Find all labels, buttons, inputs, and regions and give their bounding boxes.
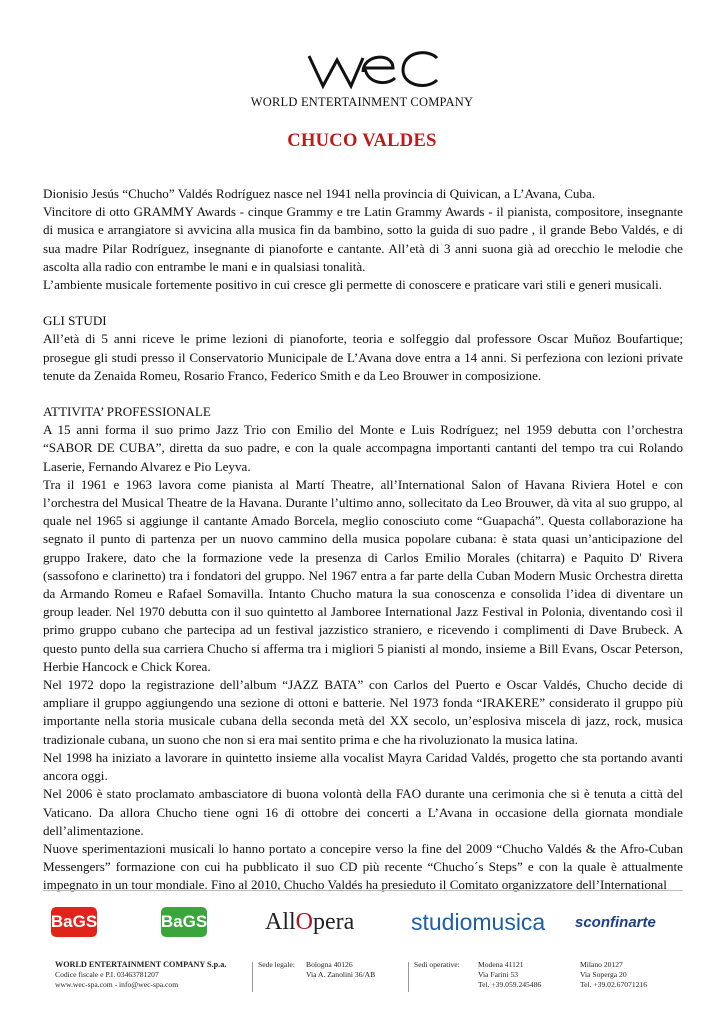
footer-separator xyxy=(408,962,409,992)
footer-modena-address: Modena 41121 Via Farini 53 Tel. +39.059.245486 xyxy=(478,960,542,989)
studiomusica-logo: studiomusica xyxy=(411,908,546,935)
footer-sede-address: Bologna 40126 Via A. Zanolini 36/AB xyxy=(306,960,376,979)
footer-company-block xyxy=(55,960,226,990)
sconfinarte-logo: sconfinarte xyxy=(575,913,656,931)
footer-web: www.wec-spa.com - info@wec-spa.com xyxy=(55,980,179,989)
footer-sede-label: Sede legale: xyxy=(258,960,295,969)
document-body xyxy=(43,185,683,895)
attivita-paragraph: Tra il 1961 e 1963 lavora come pianista al Martí Theatre, all’International Salon of Havana Riviera Hotel e con l’orchestra del Musical Theatre de la Havana. Durante l’ultimo anno, sollecitato da Leo Brouwer, dà vita al suo gruppo, al quale nel 1965 si aggiunge il cantante Amado Borcela, meglio conosciuto come “Guapachá”. Questa collaborazione ha segnato il punto di partenza per un nuovo cammino della musica popolare cubana: è stata quasi un’anticipazione del gruppo Irakere, dato che la formazione vede la presenza di Carlos Emilio Morales (chitarra) e Paquito D' Rivera (sassofono e clarinetto) tra i fondatori del gruppo. Nel 1967 entra a far parte della Cuban Modern Music Orchestra diretta da Armando Romeu e Rafael Somavilla. Intanto Chucho matura la sua conoscenza e consolida l’idea di diventare un group leader. Nel 1970 debutta con il suo quintetto al Jamboree International Jazz Festival in Polonia, diventando così il primo gruppo cubano che partecipa ad un festival jazzistico straniero, e ricevendo i complimenti di Dave Brubeck. A questo punto della sua carriera Chucho si afferma tra i migliori 5 pianisti al mondo, insieme a Bill Evans, Oscar Peterson, Herbie Hancock e Chick Korea. xyxy=(43,476,683,674)
attivita-paragraph: Nel 1998 ha iniziato a lavorare in quintetto insieme alla vocalist Mayra Caridad Valdés, progetto che sta portando avanti ancora oggi. xyxy=(43,749,683,784)
bags-green-badge: BaGS xyxy=(161,907,207,937)
bags-logo xyxy=(51,900,97,944)
intro-paragraph: Dionisio Jesús “Chucho” Valdés Rodríguez nasce nel 1941 nella provincia di Quivican, a L’Avana, Cuba. xyxy=(43,186,596,201)
section-heading-studi: GLI STUDI xyxy=(43,313,107,329)
bags-red-badge: BaGS xyxy=(51,907,97,937)
wec-logo xyxy=(305,34,440,94)
studi-paragraph: All’età di 5 anni riceve le prime lezioni di pianoforte, teoria e solfeggio dal professore Oscar Muñoz Boufartique; prosegue gli studi presso il Conservatorio Municipale de L’Avana dove entra a 14 anni. Si perfeziona con lezioni private tenute da Zenaida Romeu, Rosario Franco, Federico Smith e da Leo Brouwer in composizione. xyxy=(43,331,683,383)
attivita-paragraph: Nuove sperimentazioni musicali lo hanno portato a concepire verso la fine del 2009 “Chucho Valdés & the Afro-Cuban Messengers” formazione con cui ha pubblicato il suo CD più recente “Chucho´s Steps” e con la quale è attualmente impegnato in un tour mondiale. Fino al 2010, Chucho Valdés ha presieduto il Comitato organizzatore dell’International xyxy=(43,840,683,893)
attivita-paragraph: Nel 2006 è stato proclamato ambasciatore di buona volontà della FAO durante una cerimonia che si è tenuta a città del Vaticano. Da allora Chucho tiene ogni 16 di ottobre dei concerti a L’Avana in occasione della giornata mondiale dell’alimentazione. xyxy=(43,786,683,838)
sponsor-logos xyxy=(43,900,683,944)
attivita-paragraph: A 15 anni forma il suo primo Jazz Trio con Emilio del Monte e Luis Rodríguez; nel 1959 debutta con l’orchestra “SABOR DE CUBA”, diretta da suo padre, e con la quale accompagna importanti cantanti del tempo tra cui Rolando Laserie, Fernando Alvarez e Pio Leyva. xyxy=(43,422,683,474)
company-name: WORLD ENTERTAINMENT COMPANY xyxy=(250,95,474,109)
footer-milano-address: Milano 20127 Via Soperga 20 Tel. +39.02.67071216 xyxy=(580,960,648,989)
footer-op-label: Sedi operative: xyxy=(414,960,460,969)
intro-paragraph: L’ambiente musicale fortemente positivo in cui cresce gli permette di conoscere e praticare vari stili e generi musicali. xyxy=(43,277,663,293)
footer-company: WORLD ENTERTAINMENT COMPANY S.p.a. xyxy=(55,960,227,969)
attivita-paragraph: Nel 1972 dopo la registrazione dell’album “JAZZ BATA” con Carlos del Puerto e Oscar Valdés, Chucho decide di ampliare il gruppo aggiungendo una sezione di ottoni e batterie. Nel 1973 fonda “IRAKERE” considerato il gruppo più importante nella storia musicale cubana della seconda metà del XX secolo, un’esplosiva miscela di jazz, rock, musica tradizionale cubana, un suono che non si era mai sentito prima e che ha rivoluzionato la musica latina. xyxy=(43,677,683,747)
footer-fiscal: Codice fiscale e P.I. 03463781207 xyxy=(55,970,159,979)
allopera-logo: All O pera xyxy=(265,908,355,935)
page-title: CHUCO VALDES xyxy=(287,131,437,151)
footer-divider xyxy=(43,890,683,891)
footer-separator xyxy=(252,962,253,992)
intro-paragraph: Vincitore di otto GRAMMY Awards - cinque Grammy e tre Latin Grammy Awards - il pianista, compositore, insegnante di musica e arrangiatore si avvicina alla musica fin da bambino, sotto la guida di suo padre , il grande Bebo Valdés, e di sua madre Pilar Rodríguez, insegnante di pianoforte e cantante. All’età di 3 anni suona già ad orecchio le melodie che ascolta alla radio con entrambe le mani e in qualsiasi tonalità. xyxy=(43,204,683,274)
bags-live-logo xyxy=(161,900,207,944)
section-heading-attivita: ATTIVITA’ PROFESSIONALE xyxy=(43,404,211,420)
